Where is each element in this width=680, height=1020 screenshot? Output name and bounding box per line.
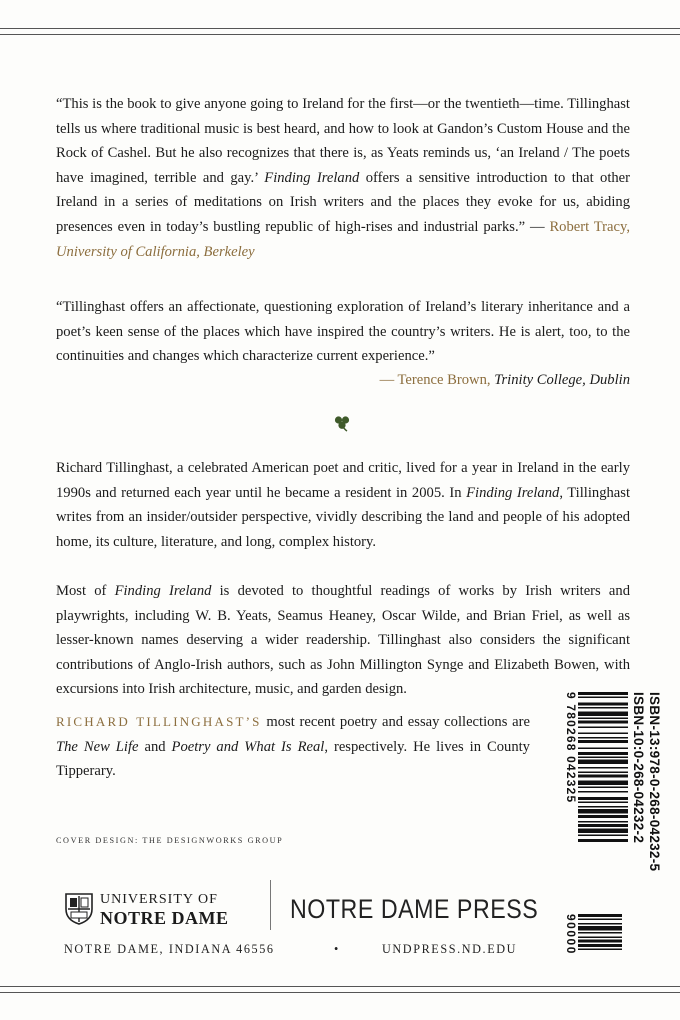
- barcode-bar: [578, 787, 628, 789]
- cover-design-credit: COVER DESIGN: THE DESIGNWORKS GROUP: [56, 836, 284, 845]
- barcode-addon-bar: [578, 926, 622, 931]
- description-paragraph-2: Most of Finding Ireland is devoted to thoughtful readings of works by Irish writers and playwrights, including W. B. Yeats, Seamus Heaney, Oscar Wilde, and Brian Friel, as well as lesser-known names deserving a wider readership. Tillinghast also considers the significant contributions of Anglo-Irish authors, such as John Millington Synge and Elizabeth Bowen, with excursions into Irish architecture, music, and garden design.: [56, 583, 630, 698]
- quote-text: “Tillinghast offers an affectionate, questioning exploration of Ireland’s literary inheritance and a poet’s keen sense of the places which have inspired the country’s writers. He is alert, too, to the continuities and changes which characterize current experience.”: [56, 299, 630, 365]
- barcode-bar: [578, 697, 628, 699]
- barcode-bar: [578, 692, 628, 695]
- bottom-rule-1: [0, 986, 680, 987]
- barcode-bar: [578, 718, 628, 720]
- quote-author: Robert Tracy, University of California, Berkeley: [56, 218, 630, 260]
- press-name: NOTRE DAME PRESS: [290, 894, 539, 924]
- quote-author-brown: — Terence Brown, Trinity College, Dublin: [379, 372, 630, 388]
- barcode-bar: [578, 797, 628, 800]
- barcode-digits: 9 780268 042325: [564, 692, 578, 804]
- barcode-addon-bar: [578, 937, 622, 939]
- publisher-website[interactable]: UNDPRESS.ND.EDU: [382, 942, 518, 956]
- logo-line1: UNIVERSITY OF: [100, 892, 218, 907]
- barcode-bar: [578, 806, 628, 808]
- top-rule-1: [0, 28, 680, 29]
- barcode-bar: [578, 757, 628, 759]
- barcode-bar: [578, 767, 628, 769]
- isbn13-label: ISBN-13:978-0-268-04232-5: [647, 692, 662, 872]
- barcode-bar: [578, 703, 628, 706]
- barcode-bar: [578, 748, 628, 750]
- barcode-addon-bar: [578, 914, 622, 917]
- barcode-addon-bar: [578, 919, 622, 921]
- shamrock-icon: [332, 413, 352, 433]
- logo-divider: [270, 880, 271, 930]
- barcode-bar: [578, 802, 628, 804]
- barcode-bar: [578, 721, 628, 724]
- barcode-addon-bar: [578, 940, 622, 943]
- barcode-bars: [576, 692, 628, 964]
- footer-separator: •: [334, 942, 340, 956]
- barcode-bar: [578, 727, 628, 729]
- barcode-bar: [578, 815, 628, 818]
- barcode-bar: [578, 839, 628, 842]
- barcode-bar: [578, 733, 628, 735]
- barcode-bar: [578, 775, 628, 778]
- barcode-bar: [578, 712, 628, 717]
- barcode-addon-digits: 90000: [564, 914, 578, 955]
- quote-tracy: [56, 92, 630, 264]
- barcode-bar: [578, 737, 628, 739]
- quote-brown: [56, 295, 630, 369]
- barcode-addon-bar: [578, 944, 622, 947]
- barcode-bar: [578, 781, 628, 786]
- author-bio: RICHARD TILLINGHAST’S most recent poetry and essay collections are The New Life and Poetry and What Is Real, respectively. He lives in County Tipperary.: [56, 714, 530, 780]
- bottom-rule-2: [0, 992, 680, 993]
- publisher-address: NOTRE DAME, INDIANA 46556: [64, 942, 275, 956]
- barcode: [562, 692, 662, 964]
- barcode-bar: [578, 760, 628, 765]
- barcode-addon-bar: [578, 923, 622, 925]
- quote-text: offers a sensitive introduction to that other Ireland in a series of meditations on Irish writers and the places they evoke for us, abiding presences even in today’s bustling republic of high-rises and industrial parks.” —: [56, 169, 631, 235]
- barcode-bar: [578, 707, 628, 709]
- description-paragraph-1: Richard Tillinghast, a celebrated American poet and critic, lived for a year in Ireland in the early 1990s and returned each year until he became a resident in 2005. In Finding Ireland, Tillinghast writes from an insider/outsider perspective, vividly describing the land and people of his adopted home, its culture, literature, and long, complex history.: [56, 460, 631, 550]
- barcode-bar: [578, 829, 628, 834]
- barcode-addon-bar: [578, 932, 622, 934]
- barcode-bar: [578, 824, 628, 827]
- barcode-bar: [578, 821, 628, 823]
- university-shield-icon: [64, 892, 94, 926]
- barcode-bar: [578, 791, 628, 793]
- top-rule-2: [0, 34, 680, 35]
- barcode-bar: [578, 835, 628, 837]
- author-name: RICHARD TILLINGHAST’S: [56, 714, 262, 729]
- barcode-bar: [578, 809, 628, 814]
- barcode-bar: [578, 740, 628, 743]
- barcode-addon-bar: [578, 949, 622, 951]
- isbn10-label: ISBN-10:0-268-04232-2: [631, 692, 646, 844]
- logo-line2: NOTRE DAME: [100, 908, 229, 928]
- barcode-bar: [578, 772, 628, 774]
- quote-text: “This is the book to give anyone going to Ireland for the first—or the twentieth—time. Tillinghast tells us where traditional music is best heard, and how to look at Gandon’s Custom House and the Rock of Cashel. But he also recognizes that there is, as Yeats reminds us, ‘an Ireland / The poets have imagined, terrible and gay.’: [56, 96, 630, 186]
- barcode-bar: [578, 752, 628, 755]
- book-title: Finding Ireland: [264, 169, 360, 186]
